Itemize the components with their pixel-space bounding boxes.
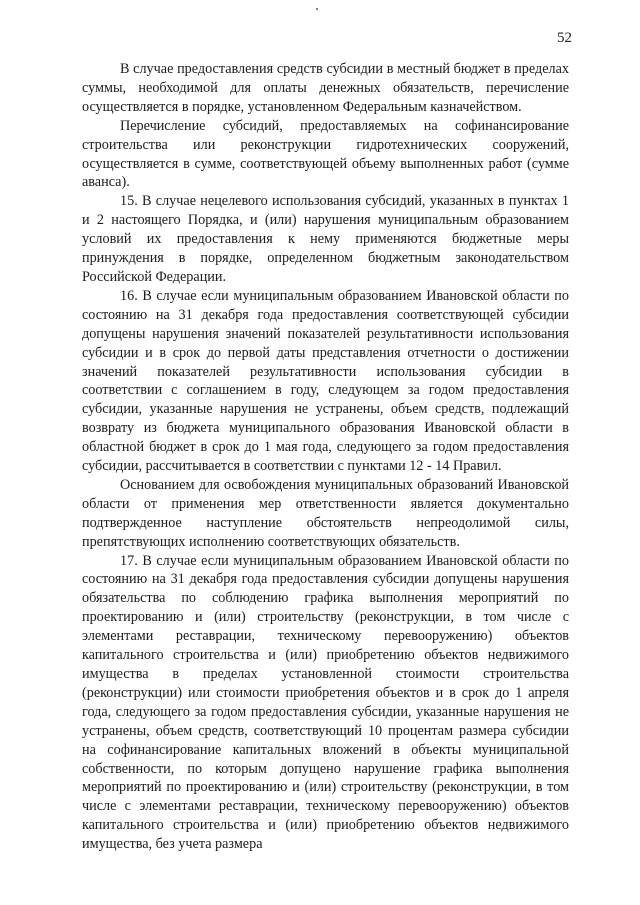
paragraph-clause-17: 17. В случае если муниципальным образованием Ивановской области по состоянию на 31 декабря года предоставления субсидии допущены нарушения обязательства по соблюдению графика выполнения мероприятий по проектированию и (или) строительству (реконструкции, в том числе с элементами реставрации, техническому перевооружению) объектов капитального строительства и (или) приобретению объектов недвижимого имущества в пределах установленной стоимости строительства (реконструкции) или стоимости приобретения объектов и в срок до 1 апреля года, следующего за годом предоставления субсидии, указанные нарушения не устранены, объем средств, соответствующий 10 процентам размера субсидии на софинансирование капитальных вложений в объекты муниципальной собственности, по которым допущено нарушение графика выполнения мероприятий по проектированию и (или) строительству (реконструкции, в том числе с элементами реставрации, техническому перевооружению) объектов капитального строительства и (или) приобретению объектов недвижимого имущества, без учета размера — [82, 552, 569, 853]
paragraph-clause-15: 15. В случае нецелевого использования субсидий, указанных в пунктах 1 и 2 настоящего Порядка, и (или) нарушения муниципальным образованием условий их предоставления к нему применяются бюджетные меры принуждения в порядке, определенном бюджетным законодательством Российской Федерации. — [82, 193, 569, 285]
paragraph-hydro-cofinancing: Перечисление субсидий, предоставляемых на софинансирование строительства или реконструкции гидротехнических сооружений, осуществляется в сумме, соответствующей объему выполненных работ (сумме аванса). — [82, 117, 569, 191]
page-number: 52 — [557, 30, 572, 46]
document-body — [82, 60, 569, 854]
paragraph-budget-transfer: В случае предоставления средств субсидии в местный бюджет в пределах суммы, необходимой для оплаты денежных обязательств, перечисление осуществляется в порядке, установленном Федеральным казначейством. — [82, 61, 569, 115]
scan-speck — [316, 8, 318, 10]
paragraph-force-majeure: Основанием для освобождения муниципальных образований Ивановской области от применения мер ответственности является документально подтвержденное наступление обстоятельств непреодолимой силы, препятствующих исполнению соответствующих обязательств. — [82, 476, 569, 550]
paragraph-clause-16: 16. В случае если муниципальным образованием Ивановской области по состоянию на 31 декабря года предоставления соответствующей субсидии допущены нарушения значений показателей результативности использования субсидии и в срок до первой даты представления отчетности о достижении значений показателей результативности использования субсидии в соответствии с соглашением в году, следующем за годом предоставления субсидии, указанные нарушения не устранены, объем средств, подлежащий возврату из бюджета муниципального образования Ивановской области в областной бюджет в срок до 1 мая года, следующего за годом предоставления субсидии, рассчитывается в соответствии с пунктами 12 - 14 Правил. — [82, 287, 569, 475]
